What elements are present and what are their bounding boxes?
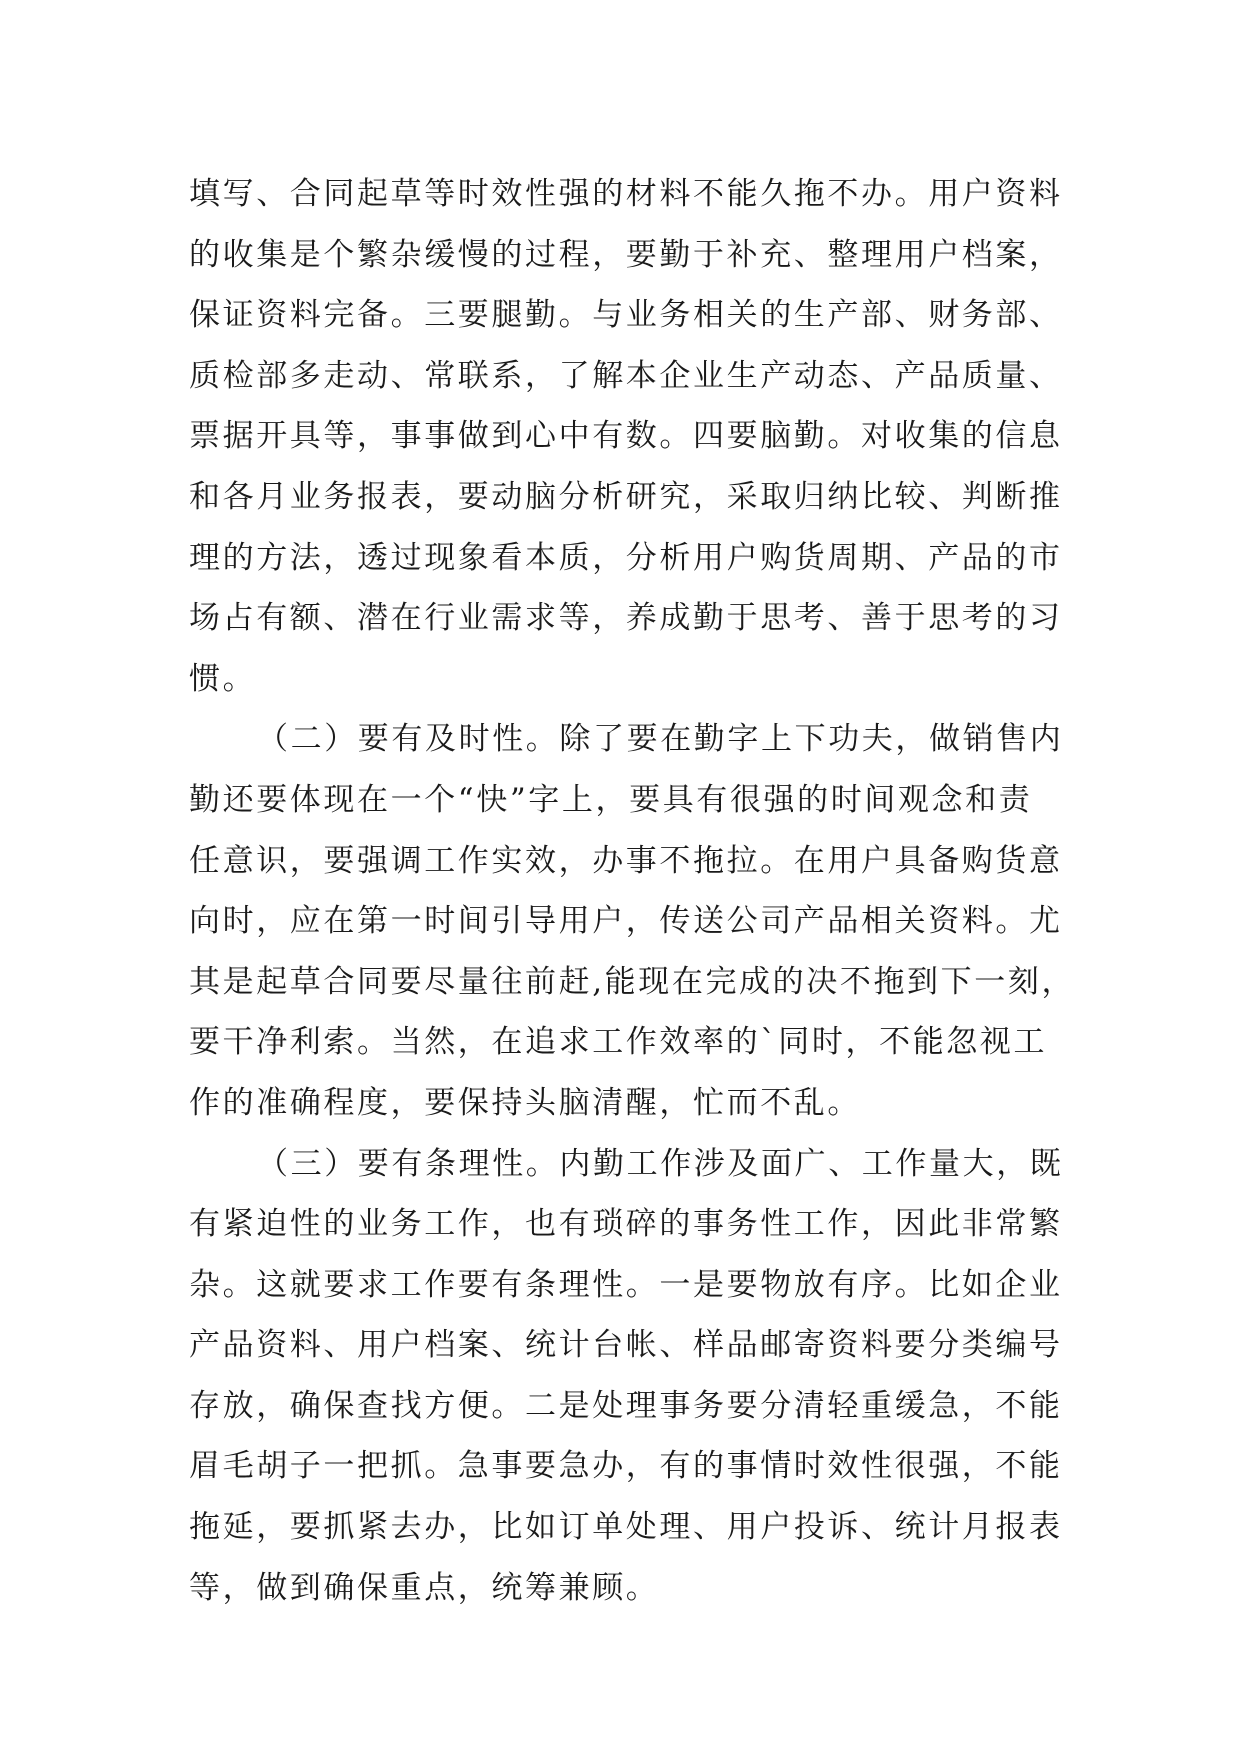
text-line: 理的方法，透过现象看本质，分析用户购货周期、产品的市: [189, 539, 1063, 576]
text-line: 场占有额、潜在行业需求等，养成勤于思考、善于思考的习: [189, 600, 1063, 637]
text-line: 质检部多走动、常联系，了解本企业生产动态、产品质量、: [189, 357, 1063, 394]
body-text: [189, 164, 1076, 1618]
text-line: 勤还要体现在一个“快”字上，要具有很强的时间观念和责: [189, 781, 1033, 818]
text-line: 作的准确程度，要保持头脑清醒，忙而不乱。: [189, 1084, 861, 1121]
text-line: 惯。: [189, 660, 257, 697]
text-line: 的收集是个繁杂缓慢的过程，要勤于补充、整理用户档案，: [189, 236, 1063, 273]
text-line: 等，做到确保重点，统筹兼顾。: [189, 1569, 660, 1606]
text-line: 眉毛胡子一把抓。急事要急办，有的事情时效性很强，不能: [189, 1448, 1063, 1485]
text-line: 票据开具等，事事做到心中有数。四要脑勤。对收集的信息: [189, 418, 1063, 455]
text-line: 任意识，要强调工作实效，办事不拖拉。在用户具备购货意: [189, 842, 1063, 879]
paragraph-heading-line: （二）要有及时性。除了要在勤字上下功夫，做销售内: [257, 721, 1064, 758]
text-line: 杂。这就要求工作要有条理性。一是要物放有序。比如企业: [189, 1266, 1063, 1303]
text-line: 产品资料、用户档案、统计台帐、样品邮寄资料要分类编号: [189, 1327, 1063, 1364]
text-line: 要干净利索。当然，在追求工作效率的`同时，不能忽视工: [189, 1024, 1048, 1061]
text-line: 保证资料完备。三要腿勤。与业务相关的生产部、财务部、: [189, 297, 1063, 334]
text-line: 向时，应在第一时间引导用户，传送公司产品相关资料。尤: [189, 903, 1063, 940]
text-line: 有紧迫性的业务工作，也有琐碎的事务性工作，因此非常繁: [189, 1206, 1063, 1243]
text-line: 其是起草合同要尽量往前赶,能现在完成的决不拖到下一刻，: [189, 963, 1076, 1000]
paragraph-heading-line: （三）要有条理性。内勤工作涉及面广、工作量大，既: [257, 1145, 1064, 1182]
text-line: 填写、合同起草等时效性强的材料不能久拖不办。用户资料: [189, 176, 1063, 212]
text-line: 存放，确保查找方便。二是处理事务要分清轻重缓急，不能: [189, 1387, 1063, 1424]
text-line: 和各月业务报表，要动脑分析研究，采取归纳比较、判断推: [189, 478, 1063, 515]
text-line: 拖延，要抓紧去办，比如订单处理、用户投诉、统计月报表: [189, 1509, 1063, 1546]
